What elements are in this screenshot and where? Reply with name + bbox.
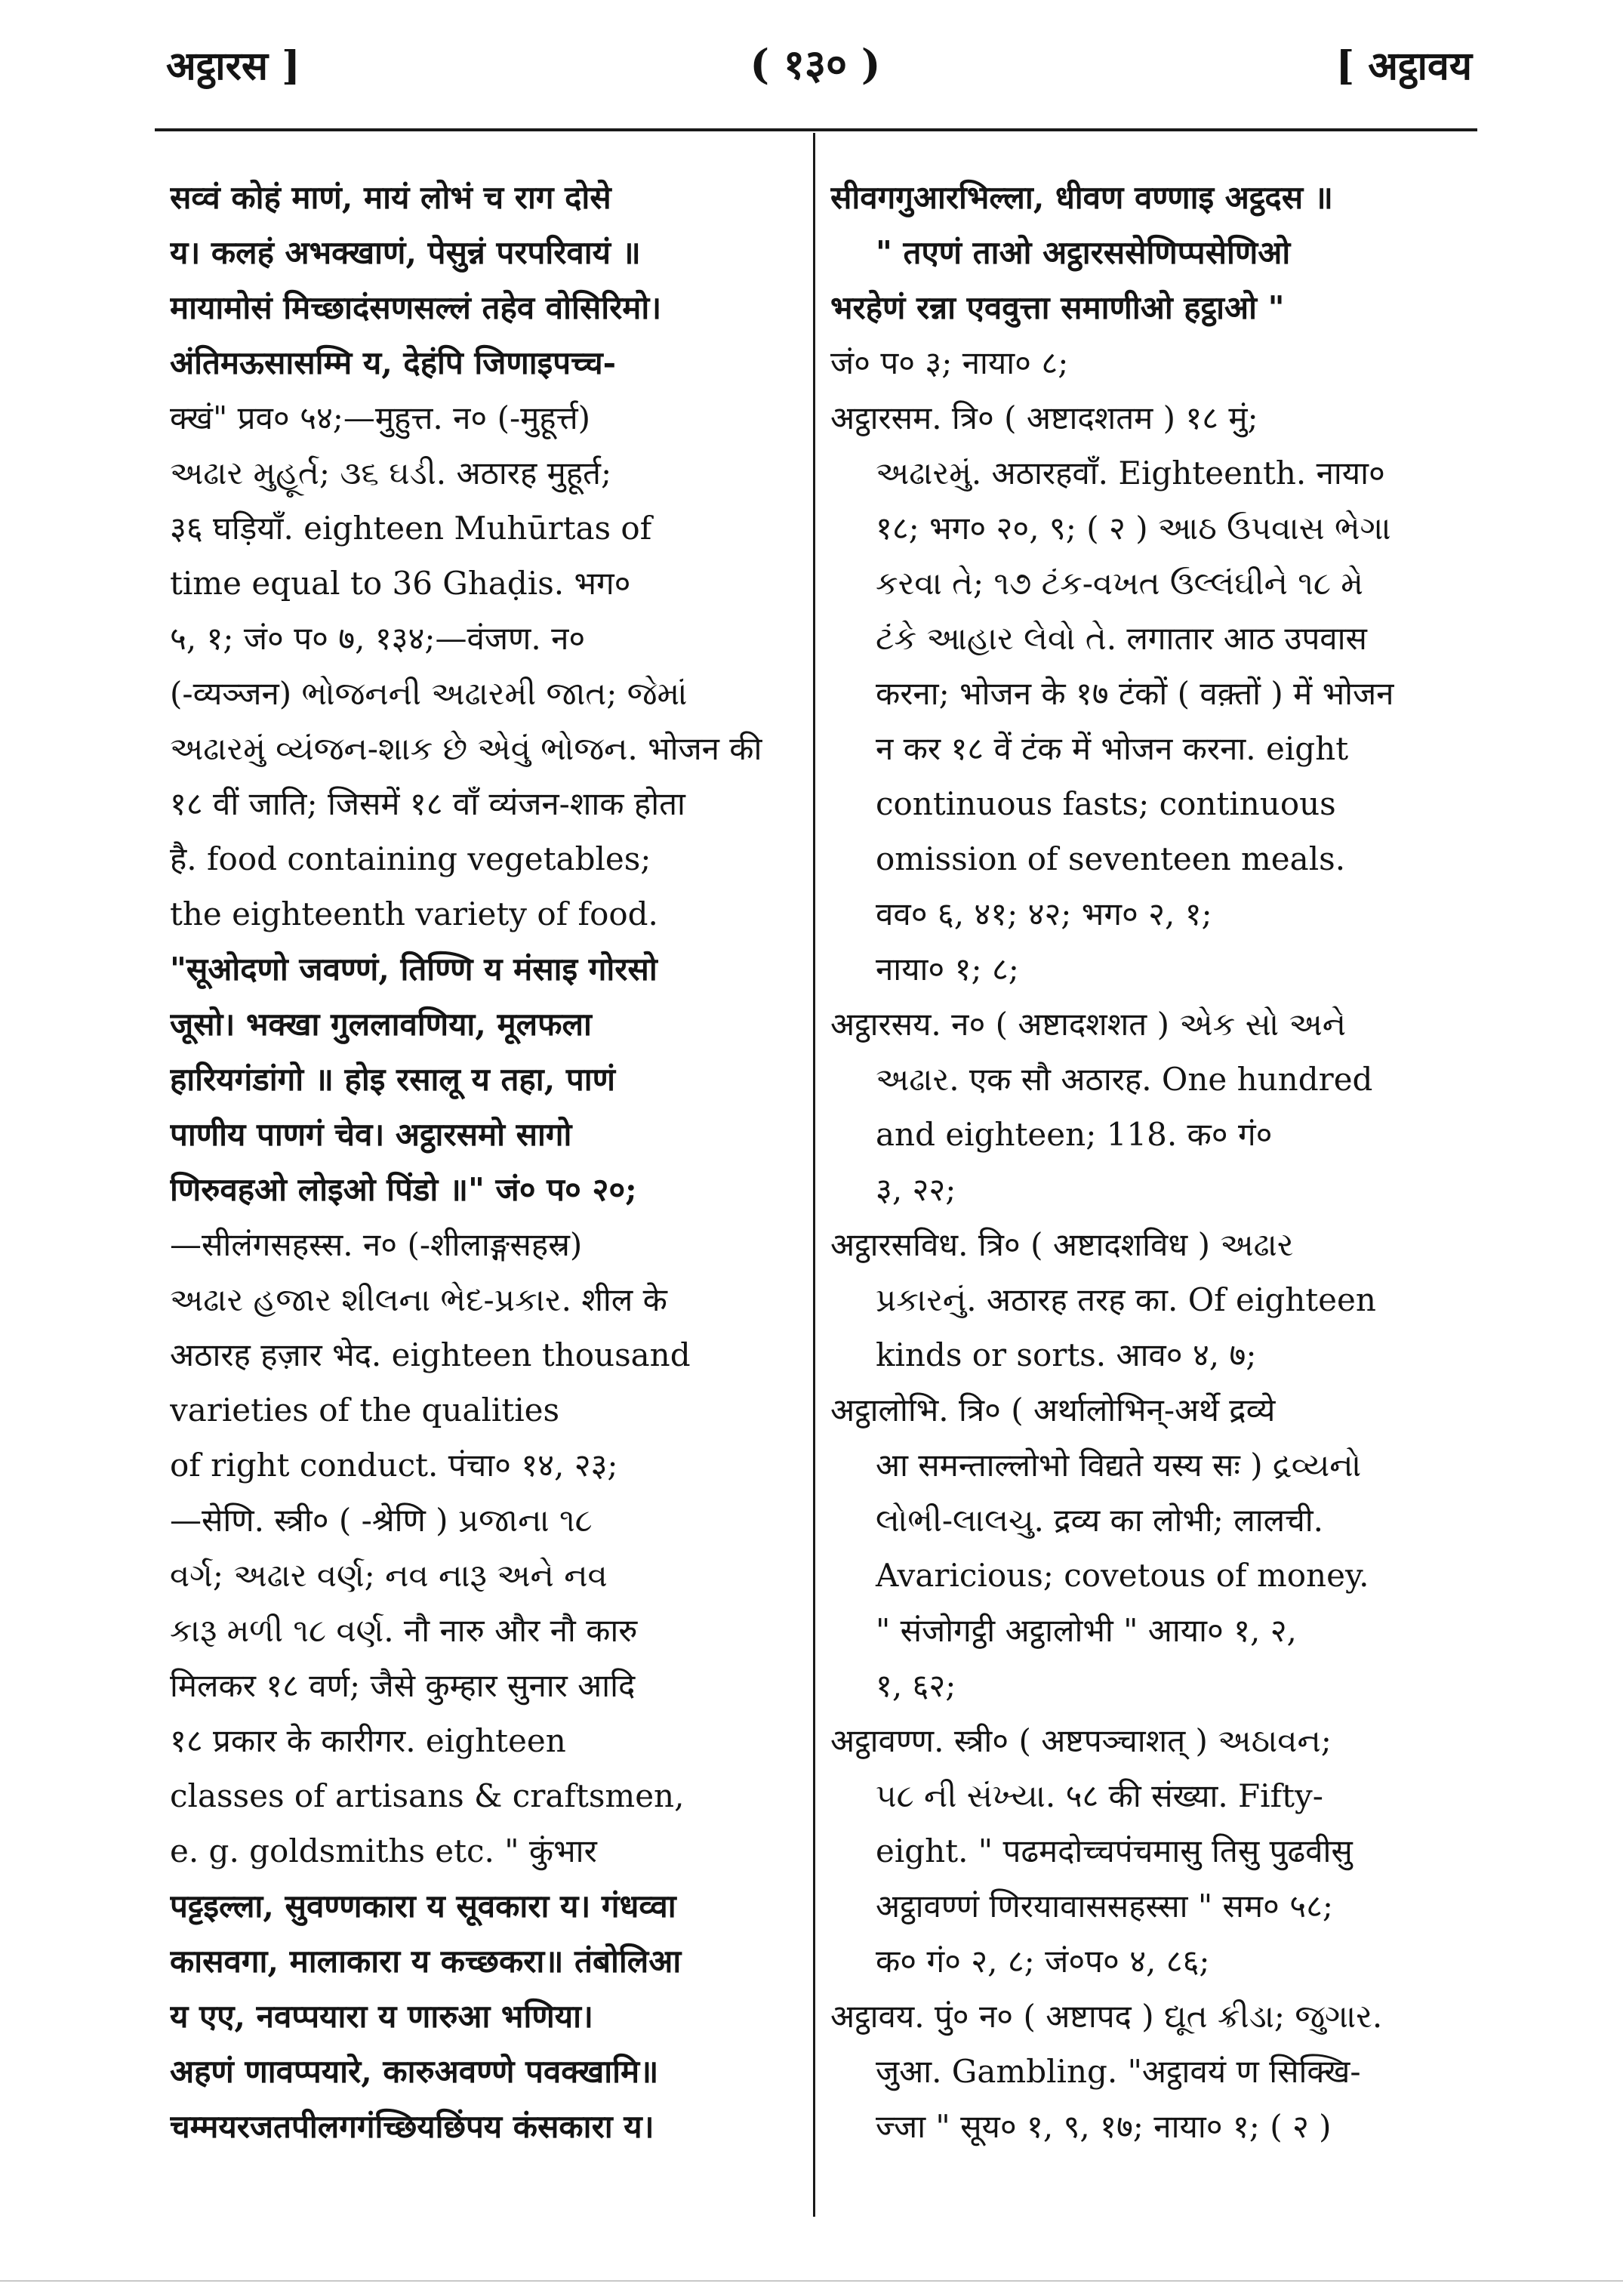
text-line: है. food containing vegetables; — [170, 840, 651, 877]
text-line: क्खं" प्रव० ५४;—मुहुत्त. न० (-मुहूर्त्त) — [170, 399, 590, 436]
text-line: અઢાર મુહૂર્ત; ૩૬ ઘડી. अठारह मुहूर्त; — [170, 455, 612, 492]
text-line: —सीलंगसहस्स. न० (-शीलाङ्गसहस्र) — [170, 1226, 583, 1263]
text-line: हारियगंडांगो ॥ होइ रसालू य तहा, पाणं — [170, 1061, 615, 1098]
text-line: ५, १; जं० प० ७, १३४;—वंजण. न० — [170, 620, 586, 657]
text-line: करना; भोजन के १७ टंकों ( वक़्तों ) में भोजन — [876, 675, 1394, 712]
dictionary-entry-line: अट्ठारसम. त्रि० ( अष्टादशतम ) १८ मुं; — [830, 399, 1258, 436]
text-line: आ समन्ताल्लोभो विद्यते यस्य सः ) દ્રવ્યનો — [876, 1447, 1362, 1484]
text-line: अट्ठावण्णं णिरयावाससहस्सा " सम० ५८; — [876, 1888, 1334, 1925]
dictionary-entry-line: अट्ठावण्ण. स्त्री० ( अष्टपञ्चाशत् ) અઠાવન; — [830, 1722, 1332, 1759]
text-line: ज्जा " सूय० १, ९, १७; नाया० १; ( २ ) — [876, 2108, 1332, 2145]
text-line: सव्वं कोहं माणं, मायं लोभं च राग दोसे — [170, 179, 611, 216]
text-line: ટંકે આહાર લેવો તે. लगातार आठ उपवास — [876, 620, 1367, 657]
text-line: classes of artisans & craftsmen, — [170, 1777, 685, 1814]
text-line: मिलकर १८ वर्ण; जैसे कुम्हार सुनार आदि — [170, 1667, 636, 1704]
header-rule — [155, 128, 1477, 131]
text-line: અઢાર હજાર શીલના ભેદ-પ્રકાર. शील के — [170, 1281, 667, 1318]
dictionary-entry-line: अट्ठारसय. न० ( अष्टादशशत ) એક સો અને — [830, 1006, 1347, 1043]
text-line: વર્ગ; અઢાર વર્ણ; નવ નારૂ અને નવ — [170, 1557, 608, 1594]
text-line: ૫૮ ની સંખ્યા. ५८ की संख्या. Fifty- — [876, 1777, 1323, 1814]
text-line: Avaricious; covetous of money. — [876, 1557, 1369, 1594]
text-line: वव० ६, ४१; ४२; भग० २, १; — [876, 895, 1212, 932]
text-line: णिरुवहओ लोइओ पिंडो ॥" जं० प० २०; — [170, 1171, 637, 1208]
text-line: (-व्यञ्जन) ભોજનની અઢારમી જાત; જેમાં — [170, 675, 688, 712]
text-line: કરવા તે; ૧૭ ટંક-વખત ઉલ્લંઘીને ૧૮ મે — [876, 565, 1363, 602]
text-line: न कर १८ वें टंक में भोजन करना. eight — [876, 730, 1349, 767]
text-line: varieties of the qualities — [170, 1391, 560, 1428]
text-line: પ્રકારનું. अठारह तरह का. Of eighteen — [876, 1281, 1376, 1318]
text-line: "सूओदणो जवण्णं, तिण्णि य मंसाइ गोरसो — [170, 951, 658, 988]
left-column — [170, 170, 796, 2154]
page-header — [151, 30, 1480, 121]
text-line: अंतिमऊसासम्मि य, देहंपि जिणाइपच्च- — [170, 344, 617, 381]
text-line: मायामोसं मिच्छादंसणसल्लं तहेव वोसिरिमो। — [170, 289, 662, 326]
text-line: १८; भग० २०, ९; ( २ ) આઠ ઉપવાસ ભેગા — [876, 510, 1391, 547]
text-line: eight. " पढमदोच्चपंचमासु तिसु पुढवीसु — [876, 1832, 1353, 1869]
header-left-guideword: अट्ठारस ] — [166, 43, 300, 89]
text-line: अहणं णावप्पयारे, कारुअवण्णे पवक्खामि॥ — [170, 2053, 659, 2090]
text-line: of right conduct. पंचा० १४, २३; — [170, 1447, 618, 1484]
text-line: सीवगगुआरभिल्ला, धीवण वण्णाइ अट्ठदस ॥ — [830, 179, 1333, 216]
right-column — [830, 170, 1464, 2154]
text-line: जूसो। भक्खा गुललावणिया, मूलफला — [170, 1006, 592, 1043]
text-line: continuous fasts; continuous — [876, 785, 1336, 822]
text-line: १, ६२; — [876, 1667, 956, 1704]
text-line: य एए, नवप्पयारा य णारुआ भणिया। — [170, 1998, 593, 2035]
text-line: अठारह हज़ार भेद. eighteen thousand — [170, 1336, 691, 1373]
text-line: १८ प्रकार के कारीगर. eighteen — [170, 1722, 566, 1759]
dictionary-entry-line: अट्ठालोभि. त्रि० ( अर्थालोभिन्-अर्थे द्रव्ये — [830, 1391, 1276, 1428]
text-line: e. g. goldsmiths etc. " कुंभार — [170, 1832, 597, 1869]
text-line: and eighteen; 118. क० गं० — [876, 1116, 1273, 1153]
column-divider — [813, 133, 815, 2217]
text-line: કારૂ મળી ૧૮ વર્ણ. नौ नारु और नौ कारु — [170, 1612, 638, 1649]
text-line: जं० प० ३; नाया० ८; — [830, 344, 1069, 381]
text-line: पाणीय पाणगं चेव। अट्ठारसमो सागो — [170, 1116, 572, 1153]
dictionary-entry-line: अट्ठारसविध. त्रि० ( अष्टादशविध ) અઢાર — [830, 1226, 1294, 1263]
dictionary-entry-line: अट्ठावय. पुं० न० ( अष्टापद ) દ્યૂત ક્રીડા; જુગાર. — [830, 1998, 1383, 2035]
text-line: અઢાર. एक सौ अठारह. One hundred — [876, 1061, 1373, 1098]
text-line: " तएणं ताओ अट्ठारससेणिप्पसेणिओ — [876, 234, 1291, 271]
text-line: અઢારમું. अठारहवाँ. Eighteenth. नाया० — [876, 455, 1385, 492]
text-line: कासवगा, मालाकारा य कच्छकरा॥ तंबोलिआ — [170, 1943, 682, 1980]
text-line: नाया० १; ८; — [876, 951, 1019, 988]
text-line: जुआ. Gambling. "अट्ठावयं ण सिक्खि- — [876, 2053, 1361, 2090]
text-line: पट्टइल्ला, सुवण्णकारा य सूवकारा य। गंधव्वा — [170, 1888, 676, 1925]
text-line: " संजोगट्ठी अट्ठालोभी " आया० १, २, — [876, 1612, 1297, 1649]
text-line: भरहेणं रन्ना एववुत्ता समाणीओ हट्ठाओ " — [830, 289, 1285, 326]
text-line: १८ वीं जाति; जिसमें १८ वाँ व्यंजन-शाक होता — [170, 785, 685, 822]
text-line: चम्मयरजतपीलगगंच्छियछिंपय कंसकारा य। — [170, 2108, 654, 2145]
text-line: क० गं० २, ८; जं०प० ४, ८६; — [876, 1943, 1210, 1980]
text-line: ३, २२; — [876, 1171, 956, 1208]
text-line: य। कलहं अभक्खाणं, पेसुन्नं परपरिवायं ॥ — [170, 234, 641, 271]
page-number: ( १३० ) — [750, 40, 881, 88]
text-line: ३६ घड़ियाँ. eighteen Muhūrtas of — [170, 510, 652, 547]
header-right-guideword: [ अट्ठावय — [1335, 43, 1472, 89]
text-line: kinds or sorts. आव० ४, ७; — [876, 1336, 1257, 1373]
text-line: —सेणि. स्त्री० ( -श्रेणि ) પ્રજાના ૧૮ — [170, 1502, 593, 1539]
bottom-scan-edge — [0, 2280, 1623, 2282]
text-line: omission of seventeen meals. — [876, 840, 1346, 877]
text-line: the eighteenth variety of food. — [170, 895, 658, 932]
text-line: લોભી-લાલચુ. द्रव्य का लोभी; लालची. — [876, 1502, 1323, 1539]
text-line: અઢારમું વ્યંજન-શાક છે એવું ભોજન. भोजन की — [170, 730, 762, 767]
text-line: time equal to 36 Ghaḍis. भग० — [170, 565, 631, 602]
